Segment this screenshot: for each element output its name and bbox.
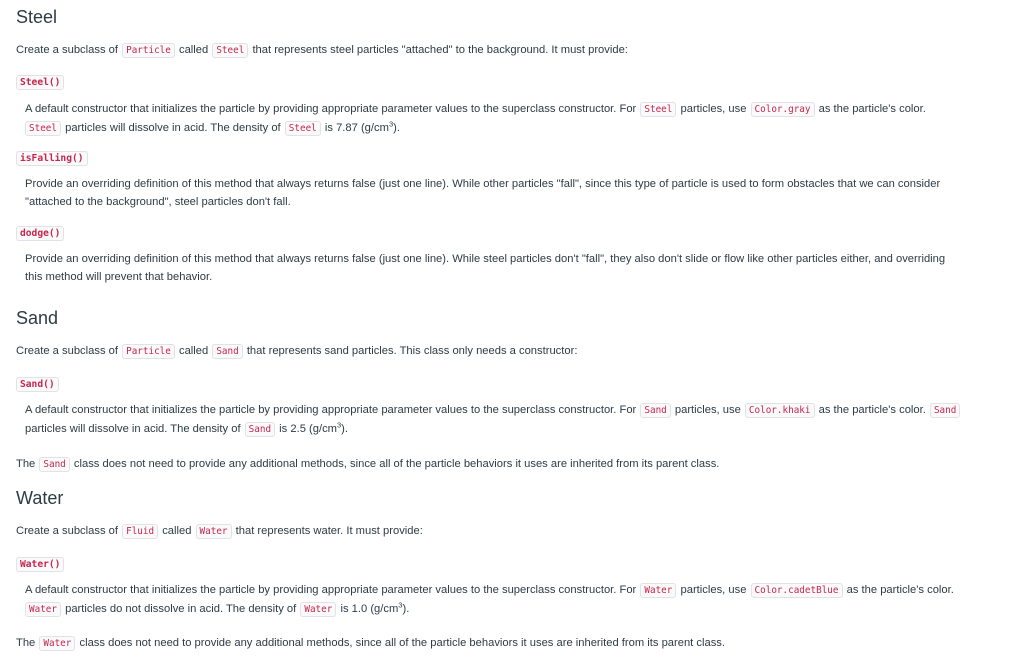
sand-constructor-signature: Sand() xyxy=(16,374,59,392)
isfalling-signature: isFalling() xyxy=(16,148,88,166)
sand-heading: Sand xyxy=(16,308,59,328)
inline-code: Sand xyxy=(930,403,960,418)
water-constructor-desc: A default constructor that initializes the particle by providing appropriate parameter values to the superclass constructor. For Water particles, use Color.cadetBlue as the particle's color. Water particles do not dissolve in acid. The density of Water is 1.0 $(g/cm^3)$. xyxy=(25,584,954,615)
inline-code: Sand xyxy=(39,457,69,472)
inline-code: Fluid xyxy=(122,524,158,539)
inline-code: Particle xyxy=(122,344,175,359)
inline-code: Water xyxy=(640,583,676,598)
inline-code: Sand xyxy=(245,422,275,437)
inline-code: Sand xyxy=(640,403,670,418)
inline-code: Steel xyxy=(640,102,676,117)
inline-code: Sand xyxy=(212,344,242,359)
inline-code: Color.cadetBlue xyxy=(751,583,843,598)
dodge-signature: dodge() xyxy=(16,223,64,241)
dodge-desc: Provide an overriding definition of this method that always returns false (just one line). While steel particles don't "fall", they also don't slide or flow like other particles either, and overriding this method will prevent that behavior. xyxy=(25,253,946,283)
steel-constructor-desc: A default constructor that initializes the particle by providing appropriate parameter values to the superclass constructor. For Steel particles, use Color.gray as the particle's color. Steel particles will dissolve in acid. The density of Steel is 7.87 $(g/cm^3)$. xyxy=(25,103,926,134)
sand-intro: Create a subclass of Particle called Sand that represents sand particles. This class only needs a constructor: xyxy=(16,345,578,357)
steel-heading: Steel xyxy=(16,7,58,27)
sand-note: The Sand class does not need to provide any additional methods, since all of the particle behaviors it uses are inherited from its parent class. xyxy=(16,458,720,470)
sand-constructor-desc: A default constructor that initializes the particle by providing appropriate parameter values to the superclass constructor. For Sand particles, use Color.khaki as the particle's color. Sand particles will dissolve in acid. The density of Sand is 2.5 $(g/cm^3)$. xyxy=(25,401,961,439)
inline-code: Water xyxy=(196,524,232,539)
inline-code: Particle xyxy=(122,43,175,58)
steel-constructor-signature: Steel() xyxy=(16,72,64,90)
inline-code: Water xyxy=(25,602,61,617)
inline-code: Steel xyxy=(212,43,248,58)
water-intro: Create a subclass of Fluid called Water that represents water. It must provide: xyxy=(16,525,423,537)
isfalling-desc: Provide an overriding definition of this method that always returns false (just one line). While other particles "fall", since this type of particle is used to form obstacles that we can consider "attached to the background", steel particles don't fall. xyxy=(25,178,941,208)
inline-code: Steel xyxy=(285,121,321,136)
water-constructor-signature: Water() xyxy=(16,554,64,572)
inline-code: Steel xyxy=(25,121,61,136)
inline-code: Color.gray xyxy=(751,102,815,117)
inline-code: Water xyxy=(300,602,336,617)
steel-intro: Create a subclass of Particle called Steel that represents steel particles "attached" to the background. It must provide: xyxy=(16,44,628,56)
inline-code: Color.khaki xyxy=(745,403,815,418)
water-heading: Water xyxy=(16,488,64,508)
inline-code: Water xyxy=(39,636,75,651)
water-note: The Water class does not need to provide any additional methods, since all of the particle behaviors it uses are inherited from its parent class. xyxy=(16,637,725,649)
